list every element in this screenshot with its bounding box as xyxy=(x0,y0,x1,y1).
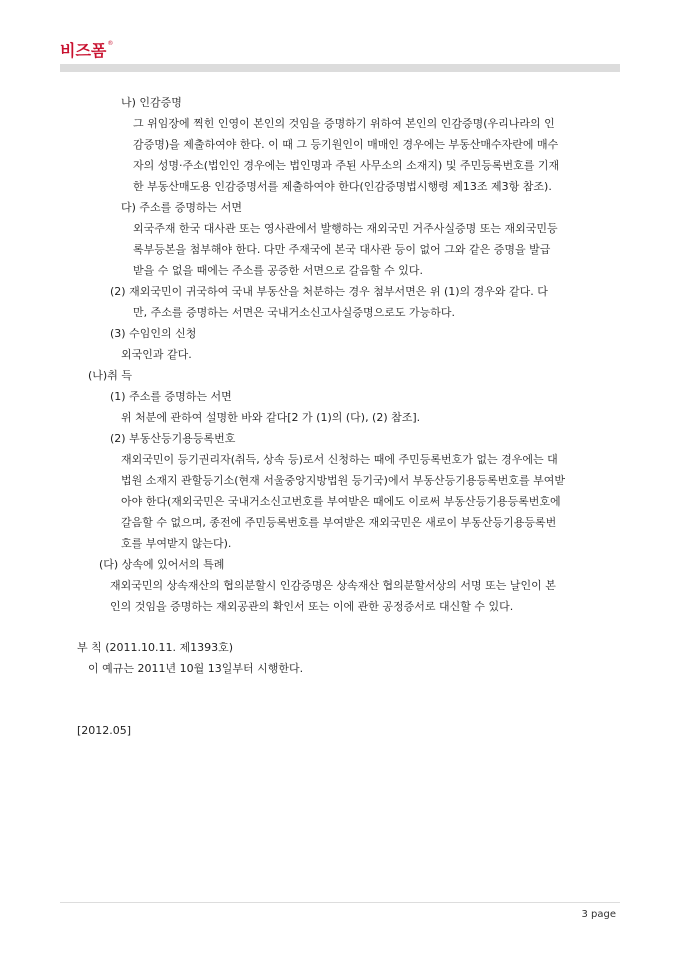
text-line: 한 부동산매도용 인감증명서를 제출하여야 한다(인감증명법시행령 제13조 제3항 참조). xyxy=(133,180,552,193)
text-line: 갈음할 수 없으며, 종전에 주민등록번호를 부여받은 재외국민은 새로이 부동산등기용등록번 xyxy=(121,516,557,529)
revision-date: [2012.05] xyxy=(77,724,132,737)
header-bar xyxy=(60,64,620,72)
section-heading-acquisition: (나)취 득 xyxy=(88,369,132,382)
text-line: 외국주재 한국 대사관 또는 영사관에서 발행하는 재외국민 거주사실증명 또는 재외국민등 xyxy=(133,222,558,235)
text-line: 만, 주소를 증명하는 서면은 국내거소신고사실증명으로도 가능하다. xyxy=(133,306,456,319)
text-line: 외국인과 같다. xyxy=(121,348,192,361)
text-line: 재외국민의 상속재산의 협의분할시 인감증명은 상속재산 협의분할서상의 서명 또는 날인이 본 xyxy=(110,579,556,592)
section-heading-inheritance: (다) 상속에 있어서의 특례 xyxy=(99,558,225,571)
text-line: 아야 한다(재외국민은 국내거소신고번호를 부여받은 때에도 이로써 부동산등기용등록번호에 xyxy=(121,495,561,508)
text-line: 자의 성명·주소(법인인 경우에는 법인명과 주된 사무소의 소재지) 및 주민등록번호를 기재 xyxy=(133,159,560,172)
page-number: 3 page xyxy=(581,909,616,920)
text-line: 인의 것임을 증명하는 재외공관의 확인서 또는 이에 관한 공정증서로 대신할 수 있다. xyxy=(110,600,514,613)
list-item: (1) 주소를 증명하는 서면 xyxy=(110,390,232,403)
list-item: (2) 부동산등기용등록번호 xyxy=(110,432,236,445)
logo-text: 비즈폼 xyxy=(60,41,107,60)
supplementary-provision-heading: 부 칙 (2011.10.11. 제1393호) xyxy=(77,641,234,654)
list-item: (2) 재외국민이 귀국하여 국내 부동산을 처분하는 경우 첨부서면은 위 (1)의 경우와 같다. 다 xyxy=(110,285,548,298)
text-line: 감증명)을 제출하여야 한다. 이 때 그 등기원인이 매매인 경우에는 부동산매수자란에 매수 xyxy=(133,138,559,151)
subheading-inkam: 나) 인감증명 xyxy=(121,96,182,109)
text-line: 록부등본을 첨부해야 한다. 다만 주재국에 본국 대사관 등이 없어 그와 같은 증명을 발급 xyxy=(133,243,551,256)
text-line: 받을 수 없을 때에는 주소를 공증한 서면으로 갈음할 수 있다. xyxy=(133,264,423,277)
enforcement-date-text: 이 예규는 2011년 10월 13일부터 시행한다. xyxy=(88,662,304,675)
list-item: (3) 수임인의 신청 xyxy=(110,327,197,340)
text-line: 호를 부여받지 않는다). xyxy=(121,537,232,550)
bizform-logo xyxy=(60,38,112,61)
footer-rule xyxy=(60,902,620,903)
text-line: 법원 소재지 관할등기소(현재 서울중앙지방법원 등기국)에서 부동산등기용등록번호를 부여받 xyxy=(121,474,565,487)
text-line: 위 처분에 관하여 설명한 바와 같다[2 가 (1)의 (다), (2) 참조]. xyxy=(121,411,421,424)
text-line: 그 위임장에 찍힌 인영이 본인의 것임을 증명하기 위하여 본인의 인감증명(우리나라의 인 xyxy=(133,117,555,130)
registered-mark: ® xyxy=(107,40,114,47)
subheading-address: 다) 주소를 증명하는 서면 xyxy=(121,201,243,214)
text-line: 재외국민이 등기권리자(취득, 상속 등)로서 신청하는 때에 주민등록번호가 없는 경우에는 대 xyxy=(121,453,558,466)
